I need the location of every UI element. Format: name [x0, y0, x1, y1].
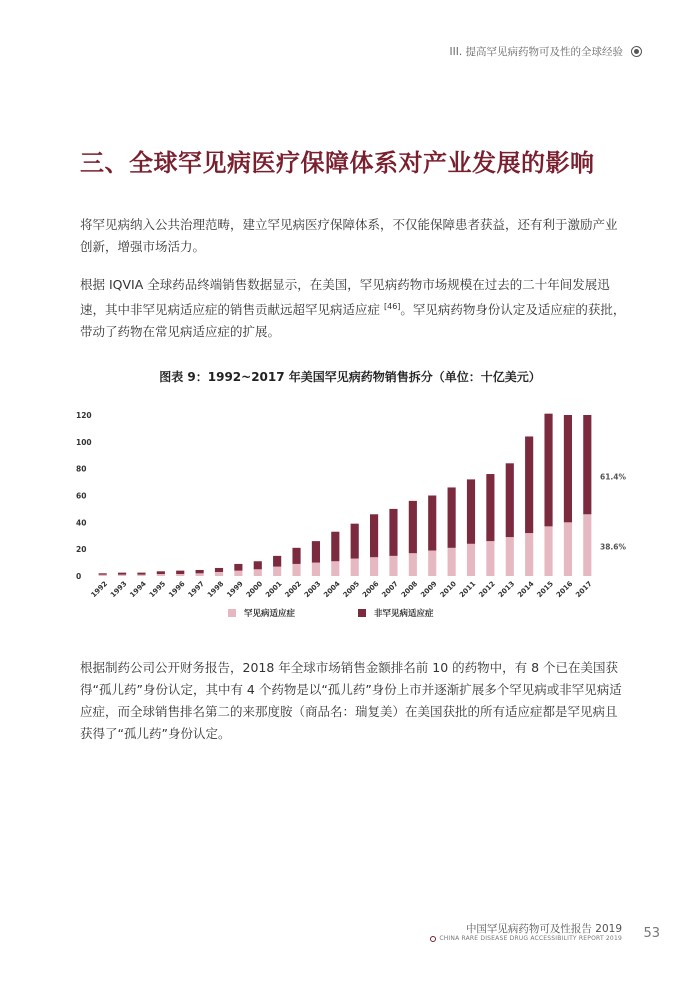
- bar-rare-2010: [448, 548, 456, 576]
- bar-nonrare-2008: [409, 501, 417, 553]
- bar-rare-2016: [564, 522, 572, 576]
- x-tick-label-2006: 2006: [361, 579, 381, 600]
- bar-nonrare-2011: [467, 479, 475, 543]
- bar-rare-2004: [331, 561, 339, 576]
- target-circle-icon: [631, 46, 642, 57]
- bar-nonrare-2001: [273, 556, 281, 567]
- bar-rare-2011: [467, 544, 475, 576]
- chart-bars: [99, 414, 592, 576]
- x-tick-label-1992: 1992: [89, 579, 110, 600]
- legend-label-0: 罕见病适应症: [244, 609, 296, 619]
- bar-rare-1994: [137, 575, 145, 576]
- bar-nonrare-1993: [118, 573, 126, 575]
- bar-rare-1996: [176, 574, 184, 576]
- bar-nonrare-1994: [137, 573, 145, 575]
- x-tick-label-2013: 2013: [496, 579, 517, 600]
- paragraph-2-part-a: 根据 IQVIA 全球药品终端销售数据显示，在美国，罕见病药物市场规模在过去的二十年间发展迅速，其中非罕见病适应症的销售贡献远超罕见病适应症: [80, 277, 610, 318]
- x-tick-label-2016: 2016: [554, 579, 575, 600]
- footer-subtitle: [430, 935, 622, 942]
- x-tick-label-2007: 2007: [380, 579, 400, 600]
- bar-rare-1998: [215, 572, 223, 576]
- x-tick-label-2015: 2015: [535, 579, 555, 600]
- x-tick-label-2011: 2011: [457, 579, 478, 600]
- page-number: 53: [643, 926, 660, 941]
- y-axis-ticks: [76, 411, 92, 581]
- x-tick-label-2014: 2014: [516, 579, 536, 600]
- y-tick-label-20: 20: [76, 545, 87, 555]
- bar-rare-2012: [486, 541, 494, 576]
- paragraph-2-part-b: 。罕见病药物身份认定及适应症的获批，带动了药物在常见病适应症的扩展。: [80, 302, 626, 340]
- x-tick-label-2005: 2005: [341, 579, 362, 600]
- bar-nonrare-1997: [196, 570, 204, 573]
- bar-rare-1995: [157, 574, 165, 576]
- legend-swatch-1: [358, 609, 366, 617]
- x-tick-label-2008: 2008: [399, 579, 420, 600]
- bar-nonrare-2009: [428, 496, 436, 551]
- bar-nonrare-2013: [506, 463, 514, 537]
- figure-title: 图表 9：1992~2017 年美国罕见病药物销售拆分（单位：十亿美元）: [159, 370, 541, 384]
- bar-rare-2013: [506, 537, 514, 576]
- x-tick-label-2004: 2004: [322, 579, 342, 600]
- x-tick-label-2009: 2009: [419, 579, 439, 600]
- stacked-bar-chart: [0, 395, 700, 640]
- bar-rare-2008: [409, 553, 417, 576]
- x-tick-label-1997: 1997: [186, 579, 207, 600]
- bar-nonrare-2015: [544, 414, 552, 527]
- chart-annotations: [600, 473, 627, 552]
- bar-rare-1999: [234, 571, 242, 576]
- bar-nonrare-2017: [583, 415, 591, 514]
- bar-nonrare-1998: [215, 568, 223, 572]
- bar-nonrare-2014: [525, 436, 533, 533]
- bar-rare-2003: [312, 563, 320, 576]
- bar-nonrare-2010: [448, 487, 456, 547]
- bar-nonrare-1992: [99, 573, 107, 574]
- y-tick-label-120: 120: [76, 411, 92, 420]
- paragraph-2: [80, 274, 626, 343]
- x-tick-label-2000: 2000: [244, 579, 265, 600]
- x-tick-label-2001: 2001: [264, 579, 284, 600]
- bar-rare-2000: [254, 569, 262, 576]
- bar-nonrare-1996: [176, 571, 184, 574]
- x-tick-label-1993: 1993: [109, 579, 129, 600]
- reference-citation: [46]: [383, 302, 401, 311]
- y-tick-label-40: 40: [76, 518, 87, 528]
- bar-nonrare-2006: [370, 514, 378, 557]
- y-tick-label-100: 100: [76, 437, 92, 447]
- x-tick-label-1996: 1996: [167, 579, 187, 600]
- bar-nonrare-2005: [351, 524, 359, 559]
- x-tick-label-1998: 1998: [205, 579, 226, 600]
- bar-rare-2005: [351, 559, 359, 576]
- bar-nonrare-2012: [486, 474, 494, 541]
- x-tick-label-1999: 1999: [225, 579, 245, 600]
- bar-nonrare-1999: [234, 564, 242, 571]
- bar-rare-2007: [389, 556, 397, 576]
- bar-rare-2001: [273, 567, 281, 576]
- footer-subtitle-text: CHINA RARE DISEASE DRUG ACCESSIBILITY REPORT 2019: [439, 935, 622, 942]
- x-tick-label-1995: 1995: [147, 579, 168, 600]
- y-tick-label-60: 60: [76, 491, 87, 501]
- footer-report-title: 中国罕见病药物可及性报告 2019: [465, 923, 622, 935]
- bar-nonrare-2007: [389, 509, 397, 556]
- target-circle-icon: [430, 936, 436, 942]
- annotation-61.4%: 61.4%: [600, 472, 627, 482]
- bar-rare-2009: [428, 551, 436, 576]
- bar-rare-2014: [525, 533, 533, 576]
- bar-rare-2006: [370, 557, 378, 576]
- x-tick-label-1994: 1994: [128, 579, 148, 600]
- bar-rare-2017: [583, 514, 591, 576]
- annotation-38.6%: 38.6%: [600, 542, 627, 552]
- legend-swatch-0: [228, 609, 236, 617]
- x-tick-label-2002: 2002: [283, 579, 303, 600]
- bar-rare-1997: [196, 573, 204, 576]
- bar-rare-2002: [292, 564, 300, 576]
- x-tick-label-2017: 2017: [574, 579, 594, 600]
- bar-nonrare-2000: [254, 561, 262, 569]
- x-tick-label-2003: 2003: [302, 579, 323, 600]
- y-tick-label-80: 80: [76, 464, 87, 474]
- chart-legend: [228, 608, 434, 619]
- bar-rare-1993: [118, 575, 126, 576]
- x-tick-label-2010: 2010: [438, 579, 459, 600]
- section-title: 三、全球罕见病医疗保障体系对产业发展的影响: [80, 149, 595, 177]
- paragraph-1: 将罕见病纳入公共治理范畴，建立罕见病医疗保障体系，不仅能保障患者获益，还有利于激励产业创新，增强市场活力。: [80, 217, 618, 254]
- running-header: [450, 44, 642, 59]
- paragraph-3: 根据制药公司公开财务报告，2018 年全球市场销售金额排名前 10 的药物中，有 8 个已在美国获得“孤儿药”身份认定，其中有 4 个药物是以“孤儿药”身份上市并逐渐扩展多个罕见病或非罕见病适应症，而全球销售排名第二的来那度胺（商品名：瑞复美）在美国获批的所有适应症都是罕见病且获得了“孤儿药”身份认定。: [80, 660, 622, 741]
- running-header-text: III. 提高罕见病药物可及性的全球经验: [449, 46, 623, 58]
- bar-nonrare-1995: [157, 571, 165, 574]
- x-axis-ticks: [90, 580, 594, 600]
- bar-nonrare-2016: [564, 415, 572, 522]
- bar-rare-1992: [99, 575, 107, 576]
- y-tick-label-0: 0: [76, 572, 82, 581]
- bar-nonrare-2002: [292, 548, 300, 564]
- x-tick-label-2012: 2012: [477, 579, 497, 600]
- bar-rare-2015: [544, 526, 552, 576]
- bar-nonrare-2003: [312, 541, 320, 562]
- bar-nonrare-2004: [331, 532, 339, 562]
- legend-label-1: 非罕见病适应症: [374, 609, 434, 619]
